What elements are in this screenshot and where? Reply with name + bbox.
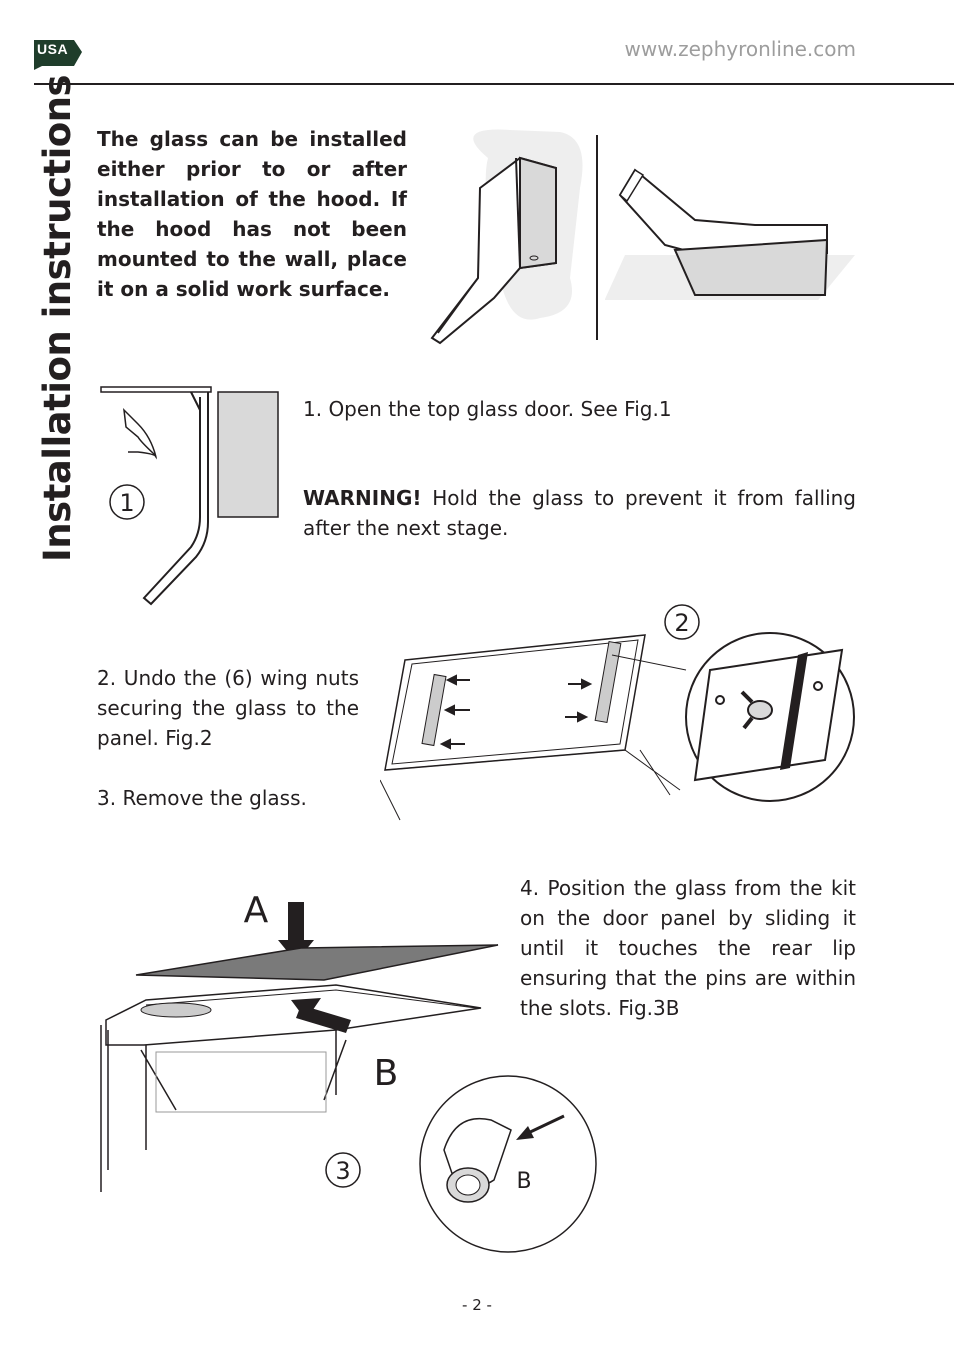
- figure-3-detail-label: B: [516, 1169, 532, 1194]
- hood-illustration-mounted: [430, 128, 590, 350]
- figure-3-label-a: A: [243, 890, 269, 931]
- page-number: - 2 -: [462, 1296, 492, 1314]
- intro-paragraph: The glass can be installed either prior to or after installation of the hood. If the hood has not been mounted to the wall, place it on a solid work surface.: [97, 127, 407, 301]
- warning-label: WARNING!: [303, 486, 422, 510]
- step-2-text: 2. Undo the (6) wing nuts securing the glass to the panel. Fig.2: [97, 666, 359, 750]
- figure-2-number: 2: [674, 609, 690, 637]
- warning-message: Hold the glass to prevent it from falling after the next stage.: [303, 486, 856, 540]
- usa-badge: [34, 38, 82, 66]
- figure-3-number: 3: [335, 1157, 351, 1185]
- figure-1-number: 1: [119, 489, 135, 517]
- figure-2-wing-nuts: [380, 600, 860, 830]
- figure-3-label-b: B: [373, 1053, 399, 1094]
- step-3-text: 3. Remove the glass.: [97, 786, 307, 810]
- step-1-text: 1. Open the top glass door. See Fig.1: [303, 397, 672, 421]
- figure-1-open-door: [96, 382, 286, 614]
- step-4-text: 4. Position the glass from the kit on the door panel by sliding it until it touches the rear lip ensuring that the pins are within the slots. Fig.3B: [520, 876, 856, 1020]
- hood-illustration-surface: [605, 165, 860, 300]
- figure-divider: [596, 135, 598, 340]
- warning-paragraph: [303, 483, 856, 543]
- section-title: Installation instructions: [36, 74, 79, 562]
- usa-badge-label: USA: [37, 41, 69, 57]
- header-divider: [34, 83, 954, 85]
- site-url[interactable]: www.zephyronline.com: [624, 37, 856, 61]
